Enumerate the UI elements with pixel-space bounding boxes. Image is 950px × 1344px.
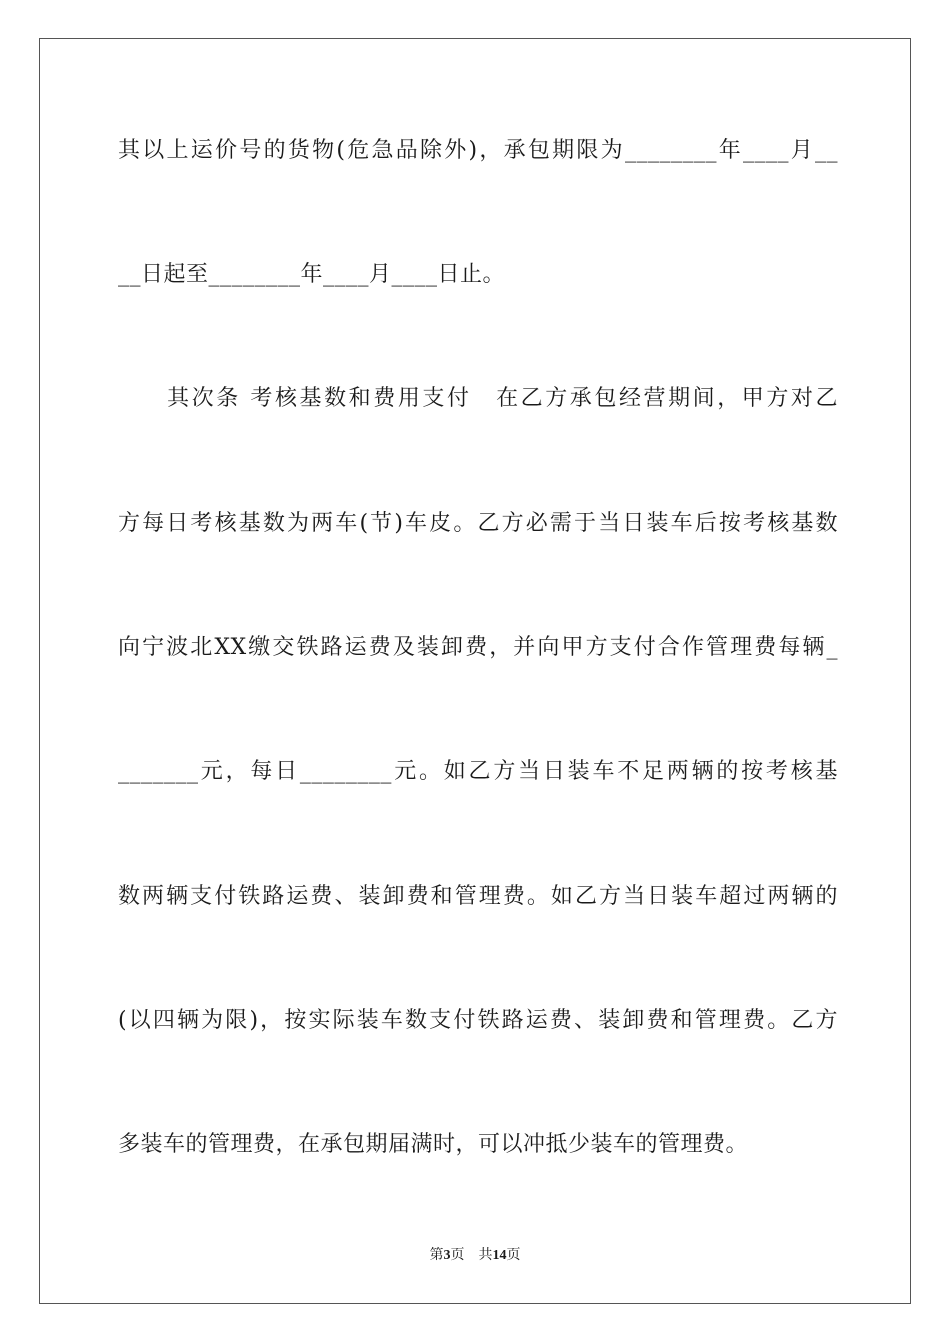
body-text-line-7: 数两辆支付铁路运费、装卸费和管理费。如乙方当日装车超过两辆的 — [118, 884, 838, 909]
body-text-line-8: (以四辆为限)，按实际装车数支付铁路运费、装卸费和管理费。乙方 — [118, 1008, 838, 1033]
body-text-line-2: __日起至________年____月____日止。 — [118, 262, 506, 287]
footer-total-pages: 14 — [492, 1248, 507, 1263]
body-text-line-4: 方每日考核基数为两车(节)车皮。乙方必需于当日装车后按考核基数 — [118, 511, 838, 536]
body-text-line-9: 多装车的管理费，在承包期届满时，可以冲抵少装车的管理费。 — [118, 1132, 749, 1157]
footer-total-prefix: 共 — [478, 1248, 493, 1263]
footer-page-suffix: 页 — [450, 1248, 465, 1263]
body-text-line-1: 其以上运价号的货物(危急品除外)，承包期限为________年____月__ — [118, 138, 838, 163]
footer-page-number: 3 — [443, 1248, 451, 1263]
body-text-line-3: 其次条 考核基数和费用支付 在乙方承包经营期间，甲方对乙 — [118, 386, 838, 411]
footer-page-prefix: 第 — [429, 1248, 444, 1263]
body-text-line-5: 向宁波北XX缴交铁路运费及装卸费，并向甲方支付合作管理费每辆_ — [118, 635, 838, 660]
footer-total-suffix: 页 — [506, 1248, 521, 1263]
page-border — [39, 38, 911, 1304]
body-text-line-6: _______元，每日________元。如乙方当日装车不足两辆的按考核基 — [118, 759, 838, 784]
page-footer — [0, 1246, 950, 1266]
